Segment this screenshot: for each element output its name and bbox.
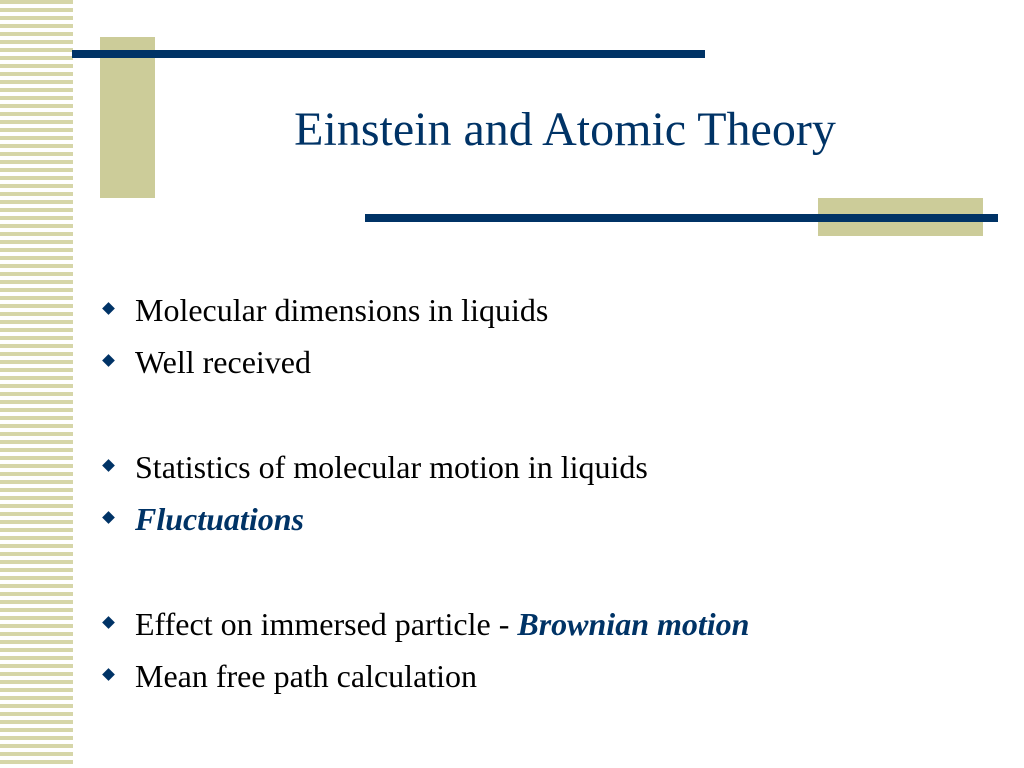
bullet-emphasis-text: Brownian motion	[517, 606, 750, 642]
diamond-bullet-icon	[102, 459, 115, 472]
slide-title: Einstein and Atomic Theory	[294, 103, 836, 156]
bullet-item	[100, 493, 1000, 545]
bullet-list	[100, 284, 1000, 702]
diamond-bullet-icon	[102, 668, 115, 681]
bullet-item	[100, 284, 1000, 336]
bullet-item	[100, 441, 1000, 493]
bullet-emphasis-text: Fluctuations	[135, 501, 304, 537]
bullet-text: Well received	[135, 344, 311, 380]
diamond-bullet-icon	[102, 511, 115, 524]
diamond-bullet-icon	[102, 354, 115, 367]
bullet-item	[100, 650, 1000, 702]
title-rule-bottom	[365, 214, 998, 222]
decorative-stripe-band	[0, 0, 73, 768]
bullet-item	[100, 336, 1000, 388]
bullet-item	[100, 598, 1000, 650]
title-rule-top	[72, 50, 705, 58]
bullet-text: Molecular dimensions in liquids	[135, 292, 549, 328]
bullet-spacer	[100, 545, 1000, 598]
bullet-text: Effect on immersed particle -	[135, 606, 518, 642]
decorative-accent-block-top	[100, 37, 155, 198]
bullet-spacer	[100, 388, 1000, 441]
diamond-bullet-icon	[102, 616, 115, 629]
bullet-text: Mean free path calculation	[135, 658, 478, 694]
bullet-text: Statistics of molecular motion in liquids	[135, 449, 648, 485]
diamond-bullet-icon	[102, 302, 115, 315]
